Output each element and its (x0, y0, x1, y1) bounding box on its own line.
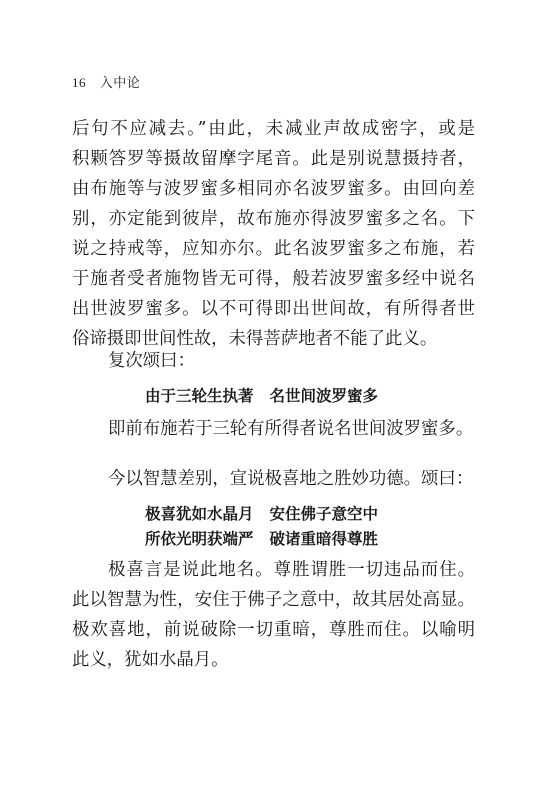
page-number: 16 (72, 75, 86, 90)
text-line: 积颗答罗等摄故留摩字尾音。此是别说慧摄持者， (72, 149, 475, 169)
verse-half: 名世间波罗蜜多 (269, 387, 379, 405)
text-line: 此以智慧为性，安住于佛子之意中，故其居处高显。 (72, 590, 475, 610)
text-line: 极欢喜地，前说破除一切重暗，尊胜而住。以喻明 (72, 620, 475, 640)
text-line: 出世波罗蜜多。以不可得即出世间故，有所得者世 (72, 299, 475, 319)
explanation-line: 即前布施若于三轮有所得者说名世间波罗蜜多。 (108, 419, 474, 439)
text-line: 说之持戒等，应知亦尔。此名波罗蜜多之布施，若 (72, 239, 475, 259)
text-line: 于施者受者施物皆无可得，般若波罗蜜多经中说名 (72, 269, 475, 289)
running-header (72, 72, 140, 91)
verse-half: 破诸重暗得尊胜 (269, 530, 379, 548)
verse-half: 安住佛子意空中 (269, 505, 379, 523)
verse-line (145, 527, 378, 549)
text-line: 此义，犹如水晶月。 (72, 650, 229, 670)
text-line: 后句不应减去。”由此，未减业声故成密字，或是 (72, 119, 475, 139)
text-line: 俗谛摄即世间性故，未得菩萨地者不能了此义。 (72, 329, 438, 349)
text-line: 由布施等与波罗蜜多相同亦名波罗蜜多。由回向差 (72, 179, 475, 199)
text-line: 极喜言是说此地名。尊胜谓胜一切违品而住。 (108, 560, 475, 580)
running-title: 入中论 (99, 75, 141, 90)
intro-line: 今以智慧差别，宣说极喜地之胜妙功德。颂曰： (108, 469, 474, 489)
verse-half: 极喜犹如水晶月 (145, 505, 254, 523)
verse-half: 由于三轮生执著 (145, 387, 254, 405)
verse-half: 所依光明获端严 (145, 530, 254, 548)
verse-intro: 复次颂曰： (108, 351, 195, 371)
text-line: 别，亦定能到彼岸，故布施亦得波罗蜜多之名。下 (72, 209, 475, 229)
verse-line (145, 384, 378, 406)
verse-line (145, 502, 378, 524)
